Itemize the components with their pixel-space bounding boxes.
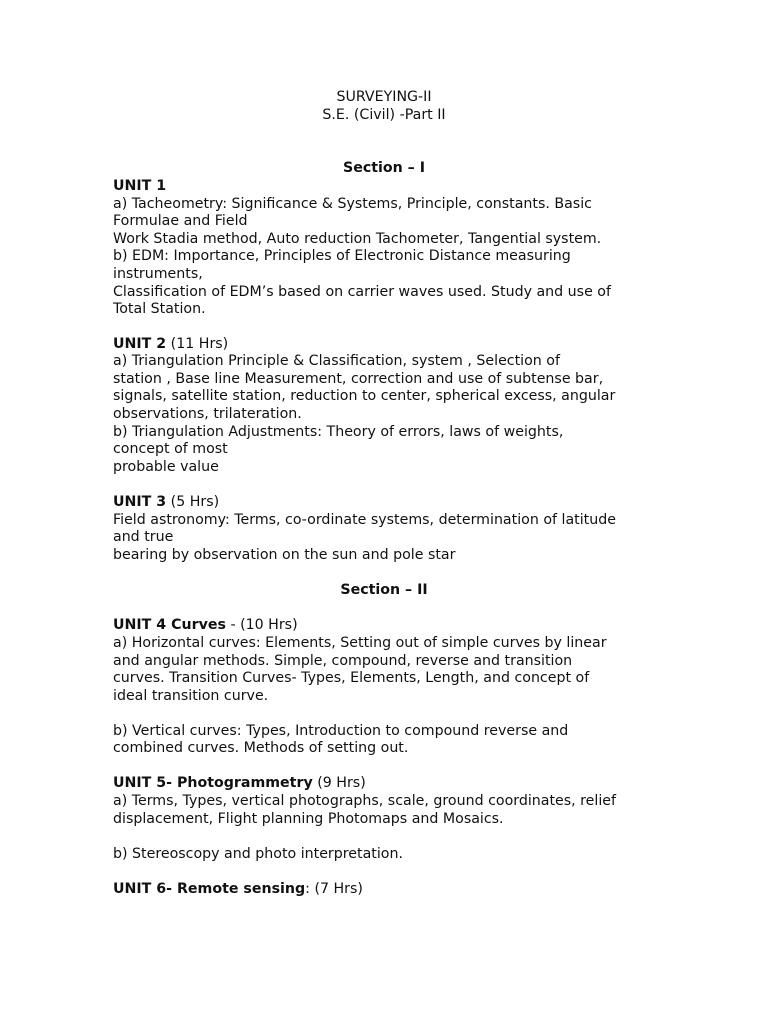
unit-hours: : (7 Hrs) <box>305 881 363 897</box>
unit-heading <box>113 178 166 196</box>
unit-text-line: concept of most <box>113 441 228 457</box>
unit-text-line: Field astronomy: Terms, co-ordinate systems, determination of latitude <box>113 512 616 528</box>
unit-hours: (11 Hrs) <box>166 336 229 352</box>
unit-heading <box>113 881 363 899</box>
unit-text-line: a) Terms, Types, vertical photographs, scale, ground coordinates, relief <box>113 793 617 809</box>
unit-text-line: and angular methods. Simple, compound, reverse and transition <box>113 653 573 669</box>
unit-text-line: a) Tacheometry: Significance & Systems, Principle, constants. Basic <box>113 196 592 212</box>
unit-text-line: b) EDM: Importance, Principles of Electronic Distance measuring <box>113 248 571 264</box>
unit-hours: - (10 Hrs) <box>225 617 298 633</box>
unit-text-line: a) Horizontal curves: Elements, Setting out of simple curves by linear <box>113 635 607 651</box>
unit-text-line: signals, satellite station, reduction to center, spherical excess, angular <box>113 388 616 404</box>
unit-text-line: Classification of EDM’s based on carrier waves used. Study and use of <box>113 284 611 300</box>
unit-text-line: Total Station. <box>113 301 206 317</box>
unit-title: UNIT 1 <box>113 178 167 194</box>
document-subtitle: S.E. (Civil) -Part II <box>322 107 446 123</box>
section-heading-2: Section – II <box>340 582 428 598</box>
unit-text-line: b) Stereoscopy and photo interpretation. <box>113 846 403 862</box>
unit-text-line: displacement, Flight planning Photomaps and Mosaics. <box>113 811 504 827</box>
unit-text-line: b) Vertical curves: Types, Introduction to compound reverse and <box>113 723 569 739</box>
unit-text-line: instruments, <box>113 266 203 282</box>
section-heading-1: Section – I <box>343 160 425 176</box>
unit-heading <box>113 775 366 793</box>
unit-heading <box>113 617 298 635</box>
unit-text-line: observations, trilateration. <box>113 406 302 422</box>
unit-text-line: a) Triangulation Principle & Classification, system , Selection of <box>113 353 560 369</box>
unit-text-line: and true <box>113 529 174 545</box>
unit-text-line: combined curves. Methods of setting out. <box>113 740 409 756</box>
unit-hours: (9 Hrs) <box>312 775 366 791</box>
unit-text-line: probable value <box>113 459 219 475</box>
unit-text-line: curves. Transition Curves- Types, Elements, Length, and concept of <box>113 670 590 686</box>
unit-text-line: Formulae and Field <box>113 213 248 229</box>
unit-text-line: station , Base line Measurement, correction and use of subtense bar, <box>113 371 604 387</box>
unit-title: UNIT 6- Remote sensing <box>113 881 306 897</box>
unit-text-line: Work Stadia method, Auto reduction Tachometer, Tangential system. <box>113 231 602 247</box>
unit-title: UNIT 5- Photogrammetry <box>113 775 313 791</box>
document-title: SURVEYING-II <box>336 89 432 105</box>
unit-text-line: ideal transition curve. <box>113 688 269 704</box>
unit-heading <box>113 336 228 354</box>
unit-title: UNIT 4 Curves <box>113 617 226 633</box>
unit-text-line: bearing by observation on the sun and pole star <box>113 547 456 563</box>
unit-hours: (5 Hrs) <box>166 494 220 510</box>
unit-heading <box>113 494 219 512</box>
unit-title: UNIT 3 <box>113 494 167 510</box>
unit-title: UNIT 2 <box>113 336 167 352</box>
unit-text-line: b) Triangulation Adjustments: Theory of errors, laws of weights, <box>113 424 564 440</box>
